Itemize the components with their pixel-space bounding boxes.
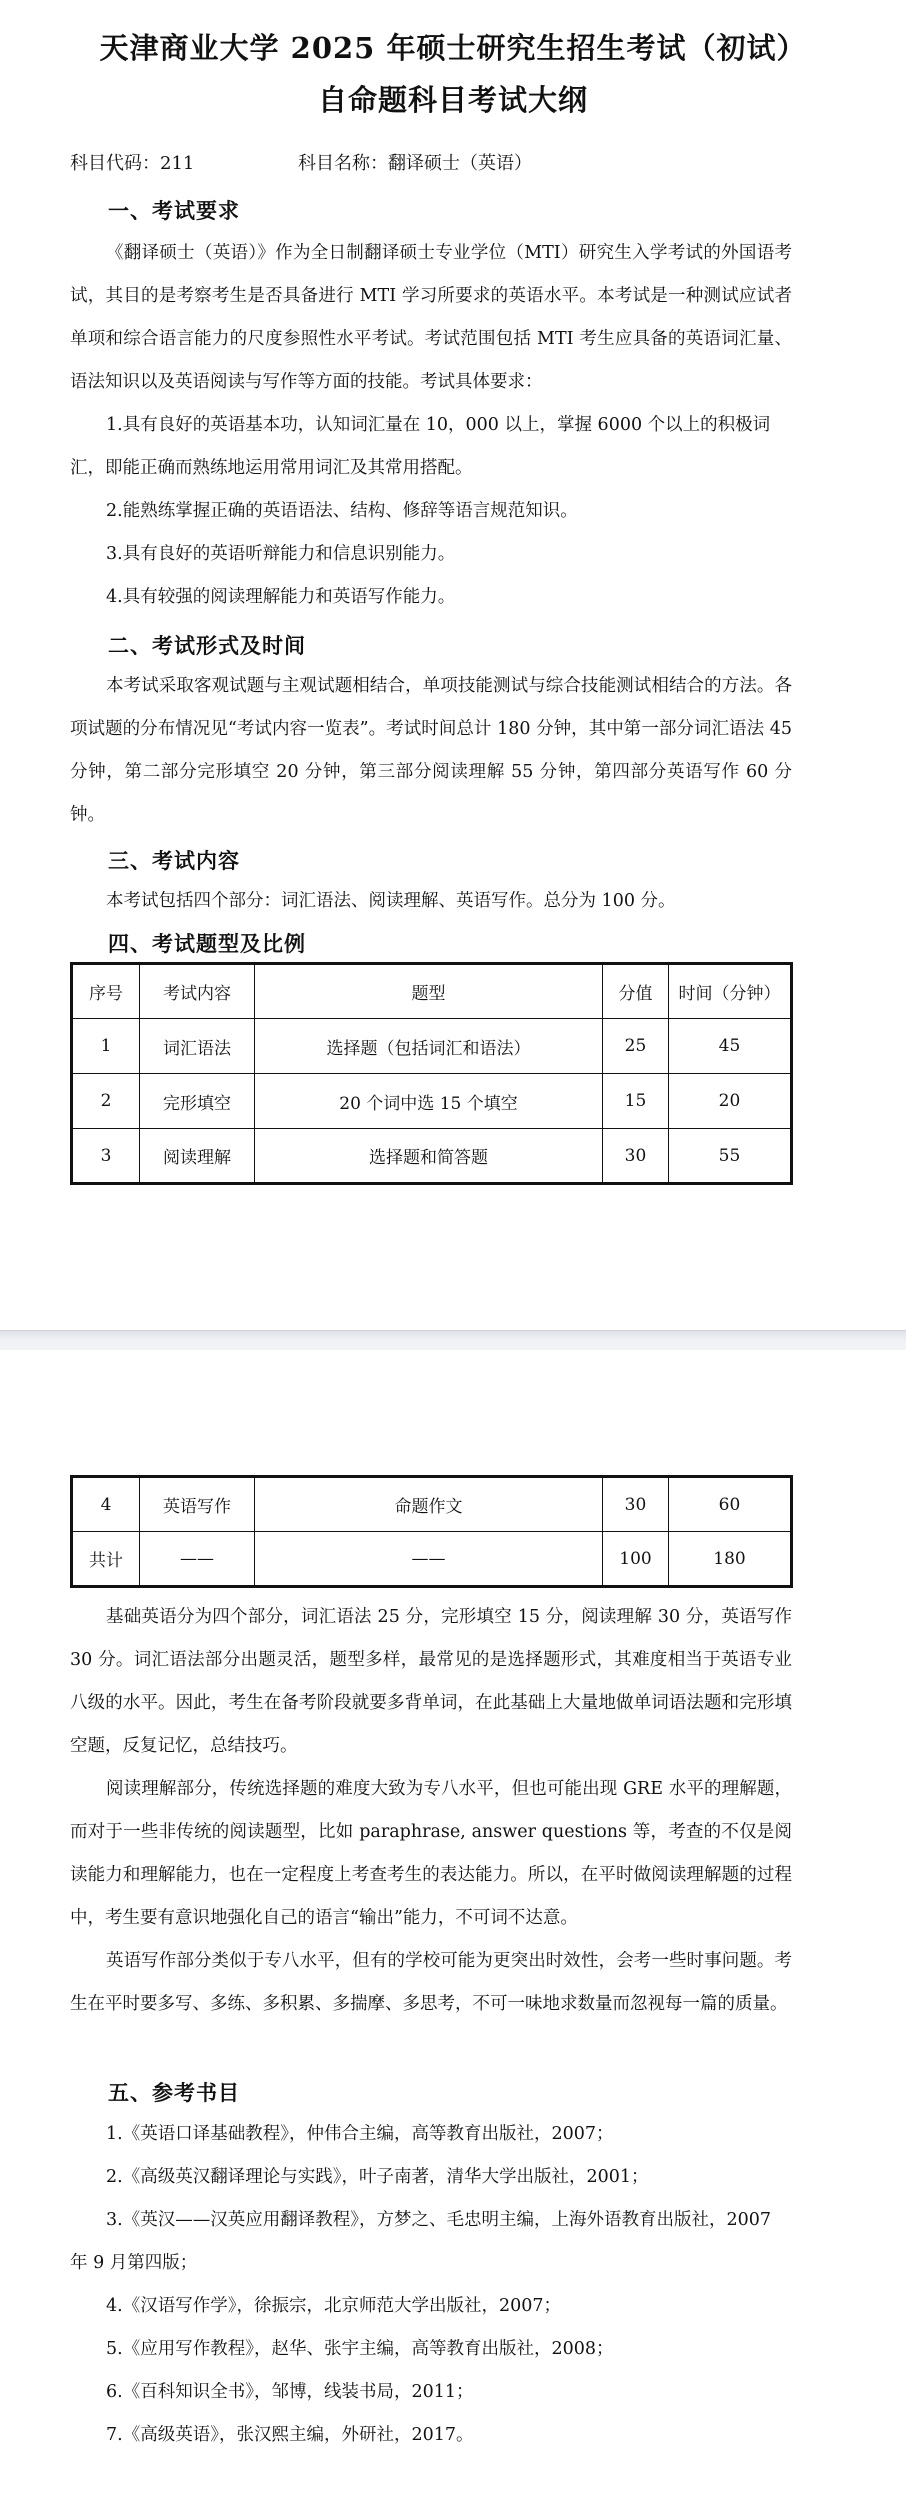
table-cell: 25	[603, 1019, 669, 1074]
subject-name: 科目名称：翻译硕士（英语）	[298, 153, 532, 174]
table-cell: 词汇语法	[140, 1019, 255, 1074]
table-cell: 20 个词中选 15 个填空	[255, 1074, 603, 1129]
table-cell: 共计	[72, 1532, 140, 1587]
table-header-cell: 分值	[603, 964, 669, 1019]
document-subtitle: 自命题科目考试大纲	[317, 83, 588, 117]
table-cell: 阅读理解	[140, 1129, 255, 1184]
reference-item: 5.《应用写作教程》，赵华、张宇主编，高等教育出版社，2008；	[106, 2339, 614, 2359]
reference-item: 7.《高级英语》，张汉熙主编，外研社，2017。	[106, 2425, 474, 2445]
requirement-item: 4.具有较强的阅读理解能力和英语写作能力。	[106, 587, 456, 607]
table-row	[72, 1019, 792, 1074]
table-cell: 20	[669, 1074, 792, 1129]
section-heading-requirements: 一、考试要求	[108, 199, 240, 223]
table-header-cell: 序号	[72, 964, 140, 1019]
table-cell: 30	[603, 1129, 669, 1184]
section-heading-question-types: 四、考试题型及比例	[108, 932, 306, 956]
table-cell: 完形填空	[140, 1074, 255, 1129]
requirement-item: 2.能熟练掌握正确的英语语法、结构、修辞等语言规范知识。	[106, 501, 578, 521]
question-types-table	[70, 962, 793, 1185]
table-header-row	[72, 964, 792, 1019]
table-cell: 30	[603, 1477, 669, 1532]
table-cell: 60	[669, 1477, 792, 1532]
content-paragraph: 本考试包括四个部分：词汇语法、阅读理解、英语写作。总分为 100 分。	[106, 891, 676, 911]
question-types-table-continued	[70, 1475, 793, 1588]
table-cell: 15	[603, 1074, 669, 1129]
reference-item: 6.《百科知识全书》，邹博，线装书局，2011；	[106, 2382, 474, 2402]
table-cell: 2	[72, 1074, 140, 1129]
requirements-paragraph: 《翻译硕士（英语）》作为全日制翻译硕士专业学位（MTI）研究生入学考试的外国语考试，其目的是考察考生是否具备进行 MTI 学习所要求的英语水平。本考试是一种测试应试者单项和综合语言能力的尺度参照性水平考试。考试范围包括 MTI 考生应具备的英语词汇量、语法知识以及英语阅读与写作等方面的技能。考试具体要求：	[70, 243, 792, 392]
reference-item: 3.《英汉——汉英应用翻译教程》，方梦之、毛忠明主编，上海外语教育出版社，2007 年 9 月第四版；	[70, 2210, 771, 2273]
table-cell: 100	[603, 1532, 669, 1587]
reference-item: 1.《英语口译基础教程》，仲伟合主编，高等教育出版社，2007；	[106, 2124, 614, 2144]
table-cell: 4	[72, 1477, 140, 1532]
table-cell: 55	[669, 1129, 792, 1184]
table-cell: 1	[72, 1019, 140, 1074]
table-cell: 英语写作	[140, 1477, 255, 1532]
writing-paragraph: 英语写作部分类似于专八水平，但有的学校可能为更突出时效性，会考一些时事问题。考生在平时要多写、多练、多积累、多揣摩、多思考，不可一味地求数量而忽视每一篇的质量。	[70, 1951, 792, 2014]
table-cell: 3	[72, 1129, 140, 1184]
format-paragraph: 本考试采取客观试题与主观试题相结合，单项技能测试与综合技能测试相结合的方法。各项试题的分布情况见“考试内容一览表”。考试时间总计 180 分钟，其中第一部分词汇语法 45 分钟，第二部分完形填空 20 分钟，第三部分阅读理解 55 分钟，第四部分英语写作 60 分钟。	[70, 676, 792, 825]
table-cell: 命题作文	[255, 1477, 603, 1532]
table-cell: 180	[669, 1532, 792, 1587]
table-cell: 选择题和简答题	[255, 1129, 603, 1184]
page-separator	[0, 1330, 906, 1351]
table-row	[72, 1129, 792, 1184]
table-row	[72, 1074, 792, 1129]
table-header-cell: 题型	[255, 964, 603, 1019]
table-cell: ——	[255, 1532, 603, 1587]
section-heading-format: 二、考试形式及时间	[108, 634, 306, 658]
document-title: 天津商业大学 2025 年硕士研究生招生考试（初试）	[99, 31, 807, 65]
basic-english-paragraph: 基础英语分为四个部分，词汇语法 25 分，完形填空 15 分，阅读理解 30 分，英语写作 30 分。词汇语法部分出题灵活，题型多样，最常见的是选择题形式，其难度相当于英语专业八级的水平。因此，考生在备考阶段就要多背单词，在此基础上大量地做单词语法题和完形填空题，反复记忆，总结技巧。	[70, 1607, 792, 1756]
section-heading-content: 三、考试内容	[108, 849, 240, 873]
table-total-row	[72, 1532, 792, 1587]
subject-code: 科目代码：211	[70, 153, 195, 174]
table-row	[72, 1477, 792, 1532]
reference-item: 2.《高级英汉翻译理论与实践》，叶子南著，清华大学出版社，2001；	[106, 2167, 649, 2187]
section-heading-references: 五、参考书目	[108, 2081, 240, 2105]
table-header-cell: 时间（分钟）	[669, 964, 792, 1019]
table-cell: ——	[140, 1532, 255, 1587]
table-header-cell: 考试内容	[140, 964, 255, 1019]
table-cell: 45	[669, 1019, 792, 1074]
reading-paragraph: 阅读理解部分，传统选择题的难度大致为专八水平，但也可能出现 GRE 水平的理解题，而对于一些非传统的阅读题型，比如 paraphrase, answer questions 等，考查的不仅是阅读能力和理解能力，也在一定程度上考查考生的表达能力。所以，在平时做阅读理解题的过程中，考生要有意识地强化自己的语言“输出”能力，不可词不达意。	[70, 1779, 792, 1928]
table-cell: 选择题（包括词汇和语法）	[255, 1019, 603, 1074]
requirement-item: 3.具有良好的英语听辩能力和信息识别能力。	[106, 544, 456, 564]
document-page-2	[0, 1350, 906, 2508]
reference-item: 4.《汉语写作学》，徐振宗，北京师范大学出版社，2007；	[106, 2296, 561, 2316]
requirement-item: 1.具有良好的英语基本功，认知词汇量在 10，000 以上，掌握 6000 个以上的积极词汇，即能正确而熟练地运用常用词汇及其常用搭配。	[70, 415, 771, 478]
